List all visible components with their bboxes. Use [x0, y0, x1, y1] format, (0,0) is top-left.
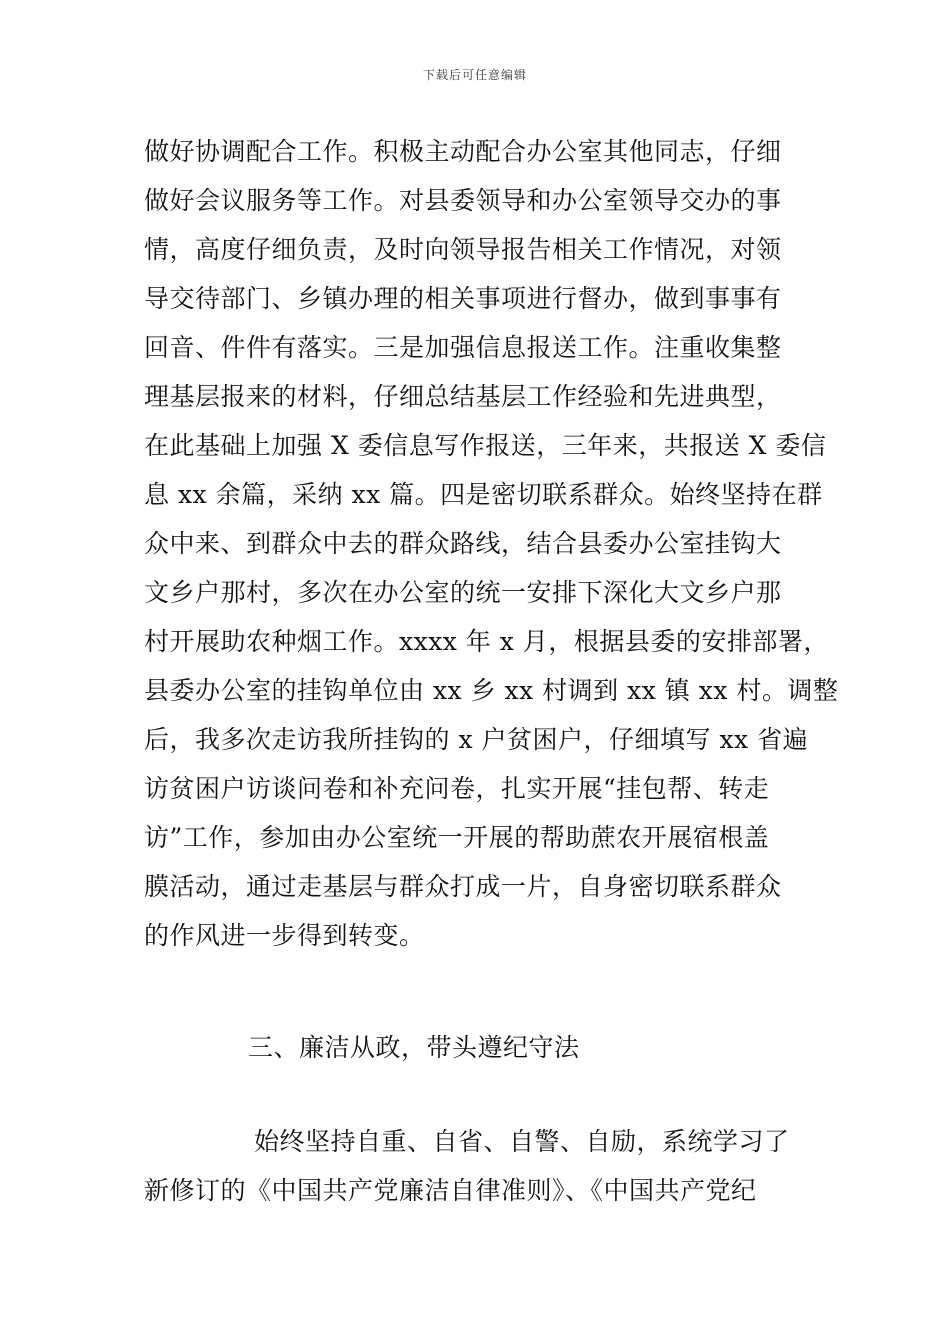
text-line: 访贫困户访谈问卷和补充问卷，扎实开展“挂包帮、转走 [144, 774, 770, 803]
text-line: 息 xx 余篇，采纳 xx 篇。四是密切联系群众。始终坚持在群 [144, 480, 823, 509]
text-line: 县委办公室的挂钩单位由 xx 乡 xx 村调到 xx 镇 xx 村。调整 [144, 676, 839, 705]
text-line: 回音、件件有落实。三是加强信息报送工作。注重收集整 [144, 333, 782, 362]
text-line: 做好会议服务等工作。对县委领导和办公室领导交办的事 [144, 186, 782, 215]
text-line: 后，我多次走访我所挂钩的 x 户贫困户，仔细填写 xx 省遍 [144, 725, 809, 754]
text-line: 理基层报来的材料，仔细总结基层工作经验和先进典型， [144, 382, 782, 411]
section-heading: 三、廉洁从政，带头遵纪守法 [248, 1033, 580, 1062]
header-note: 下载后可任意编辑 [422, 68, 527, 82]
text-line: 导交待部门、乡镇办理的相关事项进行督办，做到事事有 [144, 284, 782, 313]
text-line: 文乡户那村，多次在办公室的统一安排下深化大文乡户那 [144, 578, 782, 607]
text-line: 的作风进一步得到转变。 [144, 921, 425, 950]
text-line: 众中来、到群众中去的群众路线，结合县委办公室挂钩大 [144, 529, 782, 558]
text-line: 膜活动，通过走基层与群众打成一片，自身密切联系群众 [144, 872, 782, 901]
text-line: 在此基础上加强 X 委信息写作报送，三年来，共报送 X 委信 [144, 431, 827, 460]
text-line: 情，高度仔细负责，及时向领导报告相关工作情况，对领 [144, 235, 782, 264]
text-line: 访”工作，参加由办公室统一开展的帮助蔗农开展宿根盖 [144, 823, 770, 852]
text-line: 村开展助农种烟工作。xxxx 年 x 月，根据县委的安排部署， [144, 627, 829, 656]
paragraph-body-2 [144, 1117, 814, 1215]
text-line: 始终坚持自重、自省、自警、自励，系统学习了 [254, 1127, 790, 1156]
text-line: 新修订的《中国共产党廉洁自律准则》、《中国共产党纪 [144, 1176, 757, 1205]
paragraph-body-1 [144, 127, 839, 960]
text-line: 做好协调配合工作。积极主动配合办公室其他同志，仔细 [144, 137, 782, 166]
